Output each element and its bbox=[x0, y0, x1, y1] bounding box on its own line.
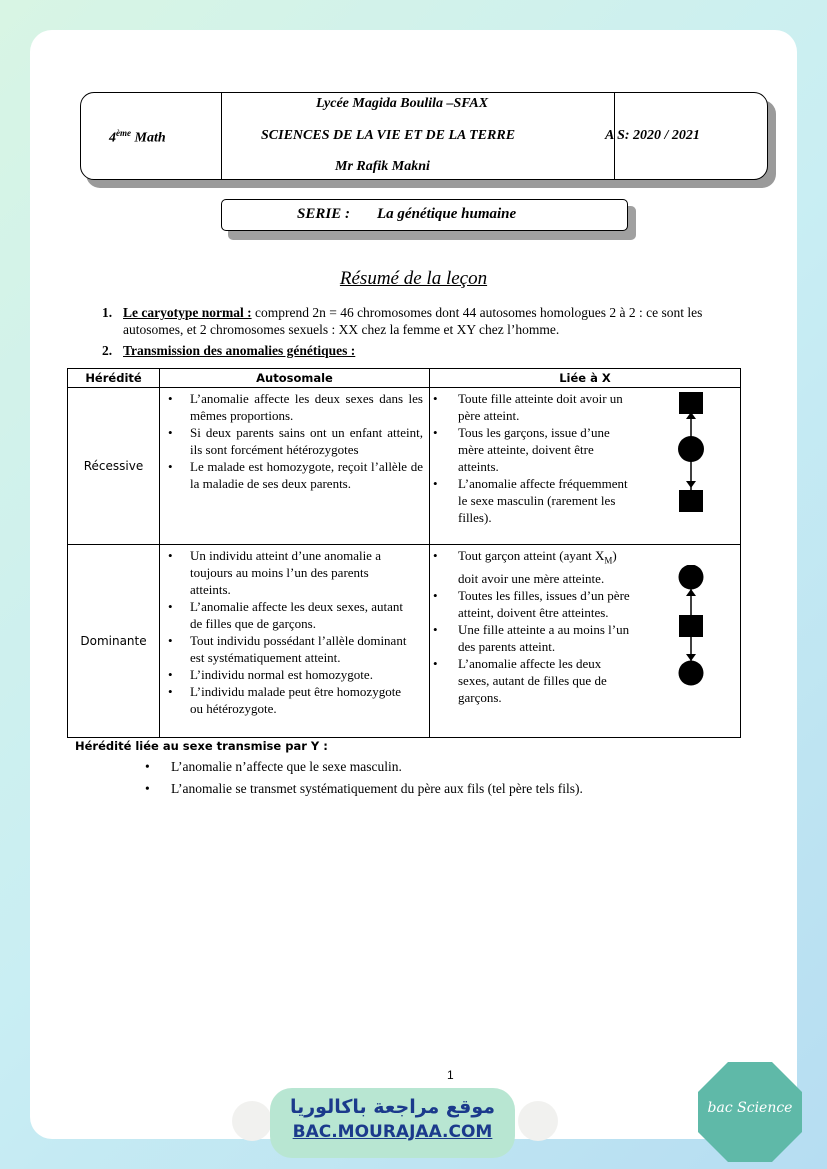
table-row-recessive bbox=[68, 388, 741, 545]
male-square-icon bbox=[679, 392, 703, 414]
site-logo-icon bbox=[518, 1101, 558, 1141]
site-logo-icon bbox=[232, 1101, 272, 1141]
list-item: • L’anomalie se transmet systématiquement du père aux fils (tel père tels fils). bbox=[145, 778, 583, 800]
table-header-row bbox=[68, 369, 741, 388]
female-circle-icon bbox=[679, 565, 704, 590]
dominant-autosomal-cell bbox=[160, 545, 430, 738]
female-circle-icon bbox=[679, 661, 704, 686]
banner-arabic-text: موقع مراجعة باكالوريا bbox=[289, 1096, 496, 1118]
heredity-table bbox=[67, 368, 741, 738]
row-label: Récessive bbox=[68, 388, 160, 545]
point-text: comprend 2n = 46 chromosomes dont 44 autosomes homologues 2 à 2 : ce sont les autosomes, et 2 chromosomes sexuels : XX chez la femme et XY chez l’homme. bbox=[123, 305, 703, 337]
point-number: 1. bbox=[102, 305, 113, 320]
header-divider bbox=[221, 93, 222, 179]
bac-science-logo bbox=[698, 1062, 802, 1162]
list-item: • L’individu malade peut être homozygote ou hétérozygote. bbox=[160, 683, 411, 717]
list-item: • L’anomalie affecte les deux sexes, autant de filles que de garçons. bbox=[160, 598, 411, 632]
row-label: Dominante bbox=[68, 545, 160, 738]
recessive-xlinked-cell bbox=[430, 388, 741, 545]
point-heading: Le caryotype normal : bbox=[123, 305, 252, 320]
list-item: • Toute fille atteinte doit avoir un père atteint. bbox=[430, 390, 630, 424]
subject-name: SCIENCES DE LA VIE ET DE LA TERRE bbox=[261, 128, 516, 143]
point-heading: Transmission des anomalies génétiques : bbox=[123, 343, 356, 358]
pedigree-diagram-dominant bbox=[676, 565, 706, 687]
list-item: • L’anomalie n’affecte que le sexe masculin. bbox=[145, 756, 583, 778]
arrow-down-icon bbox=[686, 654, 696, 661]
serie-box bbox=[221, 199, 628, 231]
dominant-xlinked-cell bbox=[430, 545, 741, 738]
serie-label: SERIE : bbox=[297, 206, 350, 222]
list-item: • Le malade est homozygote, reçoit l’allèle de la maladie de ses deux parents. bbox=[160, 458, 429, 492]
logo-text: bac Science bbox=[707, 1100, 793, 1116]
list-item: • Toutes les filles, issues d’un père atteint, doivent être atteintes. bbox=[430, 587, 630, 621]
banner-site-link[interactable]: BAC.MOURAJAA.COM bbox=[292, 1122, 493, 1142]
serie-title: La génétique humaine bbox=[377, 206, 517, 222]
list-item: • Tous les garçons, issue d’une mère atteinte, doivent être atteints. bbox=[430, 424, 630, 475]
page-number: 1 bbox=[447, 1068, 454, 1082]
y-linked-title: Hérédité liée au sexe transmise par Y : bbox=[75, 739, 328, 753]
table-row-dominant bbox=[68, 545, 741, 738]
male-square-icon bbox=[679, 615, 703, 637]
recessive-autosomal-cell bbox=[160, 388, 430, 545]
col-header: Autosomale bbox=[160, 369, 430, 388]
y-linked-list bbox=[145, 756, 583, 800]
list-item: • L’anomalie affecte fréquemment le sexe masculin (rarement les filles). bbox=[430, 475, 630, 526]
teacher-name: Mr Rafik Makni bbox=[335, 159, 430, 174]
header-box bbox=[80, 92, 768, 180]
pedigree-diagram-recessive bbox=[676, 392, 706, 512]
list-item: • Une fille atteinte a au moins l’un des parents atteint. bbox=[430, 621, 630, 655]
list-item: • L’anomalie affecte les deux sexes dans les mêmes proportions. bbox=[160, 390, 429, 424]
female-circle-icon bbox=[678, 436, 704, 462]
list-item: • L’anomalie affecte les deux sexes, autant de filles que de garçons. bbox=[430, 655, 630, 706]
arrow-down-icon bbox=[686, 481, 696, 488]
col-header: Liée à X bbox=[430, 369, 741, 388]
arrow-up-icon bbox=[686, 589, 696, 596]
point-number: 2. bbox=[102, 343, 113, 358]
list-item: • L’individu normal est homozygote. bbox=[160, 666, 411, 683]
school-name: Lycée Magida Boulila –SFAX bbox=[316, 96, 489, 111]
list-item: • Tout garçon atteint (ayant $X_M$) doit avoir une mère atteinte. bbox=[430, 547, 630, 587]
list-item: • Un individu atteint d’une anomalie a toujours au moins l’un des parents atteints. bbox=[160, 547, 411, 598]
list-item: • Tout individu possédant l’allèle dominant est systématiquement atteint. bbox=[160, 632, 411, 666]
class-label: 4ème Math bbox=[109, 128, 166, 146]
point-caryotype bbox=[102, 304, 752, 338]
point-transmission bbox=[102, 342, 752, 359]
summary-title: Résumé de la leçon bbox=[339, 268, 488, 289]
site-banner[interactable] bbox=[270, 1088, 515, 1158]
col-header: Hérédité bbox=[68, 369, 160, 388]
school-year: A S: 2020 / 2021 bbox=[605, 128, 700, 143]
list-item: • Si deux parents sains ont un enfant atteint, ils sont forcément hétérozygotes bbox=[160, 424, 429, 458]
male-square-icon bbox=[679, 490, 703, 512]
